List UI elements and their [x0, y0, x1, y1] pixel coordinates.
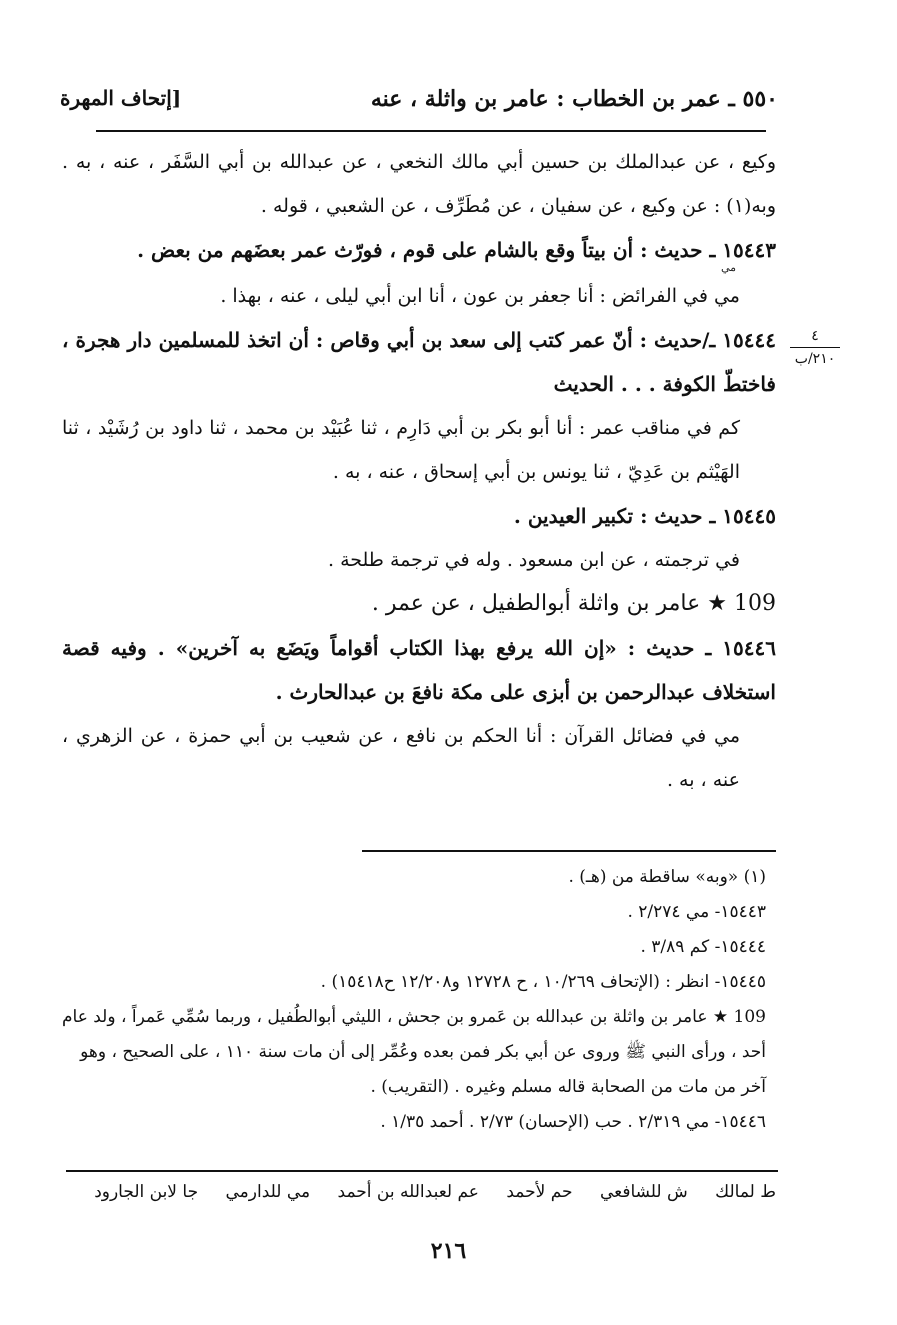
footnotes — [62, 860, 776, 1140]
legend-rule — [66, 1170, 778, 1172]
main-text — [62, 140, 776, 802]
abbreviation-legend — [62, 1182, 776, 1202]
footnote-109-number: 109 — [733, 1007, 766, 1027]
legend-item: ش للشافعي — [599, 1182, 688, 1202]
footnote-15443: ١٥٤٤٣- مي ٢/٢٧٤ . — [627, 902, 766, 922]
hadith-15445-heading: ١٥٤٤٥ ـ حديث : تكبير العيدين . — [513, 504, 776, 528]
legend-item: عم لعبدالله بن أحمد — [337, 1182, 479, 1202]
footnote-15444: ١٥٤٤٤- كم ٣/٨٩ . — [640, 937, 766, 957]
footnote-1: (١) «وبه» ساقطة من (هـ) . — [568, 867, 766, 887]
hadith-15443-source: مي في الفرائض : أنا جعفر بن عون ، أنا ابن أبي ليلى ، عنه ، بهذا . — [220, 285, 740, 307]
hadith-15445-source: في ترجمته ، عن ابن مسعود . وله في ترجمة طلحة . — [327, 549, 740, 571]
legend-item: جا لابن الجارود — [94, 1182, 199, 1202]
margin-note-bottom: ٢١٠/ب — [794, 351, 836, 367]
header-rule — [96, 130, 766, 132]
siglum-15443: مي — [720, 261, 736, 274]
narrator-number: 109 — [734, 591, 776, 616]
legend-item: ط لمالك — [715, 1182, 776, 1202]
star-icon: ★ — [707, 591, 727, 616]
hadith-15444-source: كم في مناقب عمر : أنا أبو بكر بن أبي دَارِم ، ثنا عُبَيْد بن محمد ، ثنا داود بن رُشَيْد ، ثنا الهَيْثم بن عَدِيّ ، ثنا يونس بن أبي إسحاق ، عنه ، به . — [62, 417, 740, 483]
footnote-15446: ١٥٤٤٦- مي ٢/٣١٩ . حب (الإحسان) ٢/٧٣ . أحمد ١/٣٥ . — [380, 1112, 766, 1132]
page-number: ٢١٦ — [430, 1238, 467, 1264]
star-icon: ★ — [712, 1007, 729, 1027]
narrator-name: عامر بن واثلة أبوالطفيل ، عن عمر . — [371, 591, 701, 616]
legend-item: مي للدارمي — [225, 1182, 311, 1202]
narrator-heading — [62, 582, 776, 626]
hadith-15446-heading: ١٥٤٤٦ ـ حديث : «إن الله يرفع بهذا الكتاب أقواماً ويَضَع به آخرين» . وفيه قصة استخلاف عبدالرحمن بن أبزى على مكة نافعَ بن عبدالحارث . — [62, 636, 776, 704]
paragraph-1: وكيع ، عن عبدالملك بن حسين أبي مالك النخعي ، عن عبدالله بن أبي السَّفَر ، عنه ، به . وبه(١) : عن وكيع ، عن سفيان ، عن مُطَرِّف ، عن الشعبي ، قوله . — [62, 151, 776, 217]
footnote-109 — [62, 1000, 776, 1105]
footnote-15445: ١٥٤٤٥- انظر : (الإتحاف ١٠/٢٦٩ ، ح ١٢٧٢٨ و١٢/٢٠٨ ح١٥٤١٨) . — [320, 972, 766, 992]
legend-item: حم لأحمد — [506, 1182, 573, 1202]
hadith-15443-heading: ١٥٤٤٣ ـ حديث : أن بيتاً وقع بالشام على قوم ، فورّث عمر بعضَهم من بعض . — [137, 238, 776, 262]
footnote-rule — [362, 850, 776, 852]
footnote-109-text: عامر بن واثلة بن عبدالله بن عَمرو بن جحش ، الليثي أبوالطُفيل ، وربما سُمِّي عَمراً ، ولد عام أحد ، ورأى النبي ﷺ وروى عن أبي بكر فمن بعده وعُمِّر إلى أن مات سنة ١١٠ ، على الصحيح ، وهو آخر من مات من الصحابة قاله مسلم وغيره . (التقريب) . — [62, 1007, 766, 1097]
hadith-15446-source: مي في فضائل القرآن : أنا الحكم بن نافع ، عن شعيب بن أبي حمزة ، عن الزهري ، عنه ، به . — [62, 725, 740, 791]
page-header — [60, 80, 778, 120]
margin-note — [790, 328, 840, 367]
hadith-15444-heading: ١٥٤٤٤ ـ/حديث : أنّ عمر كتب إلى سعد بن أبي وقاص : أن اتخذ للمسلمين دار هجرة ، فاختطّ الكوفة . . . الحديث — [62, 328, 776, 396]
book-title: [إتحاف المهرة — [60, 86, 182, 110]
margin-note-top: ٤ — [811, 328, 819, 344]
running-title: ٥٥٠ ـ عمر بن الخطاب : عامر بن واثلة ، عنه — [370, 86, 778, 112]
margin-note-divider — [790, 347, 840, 348]
